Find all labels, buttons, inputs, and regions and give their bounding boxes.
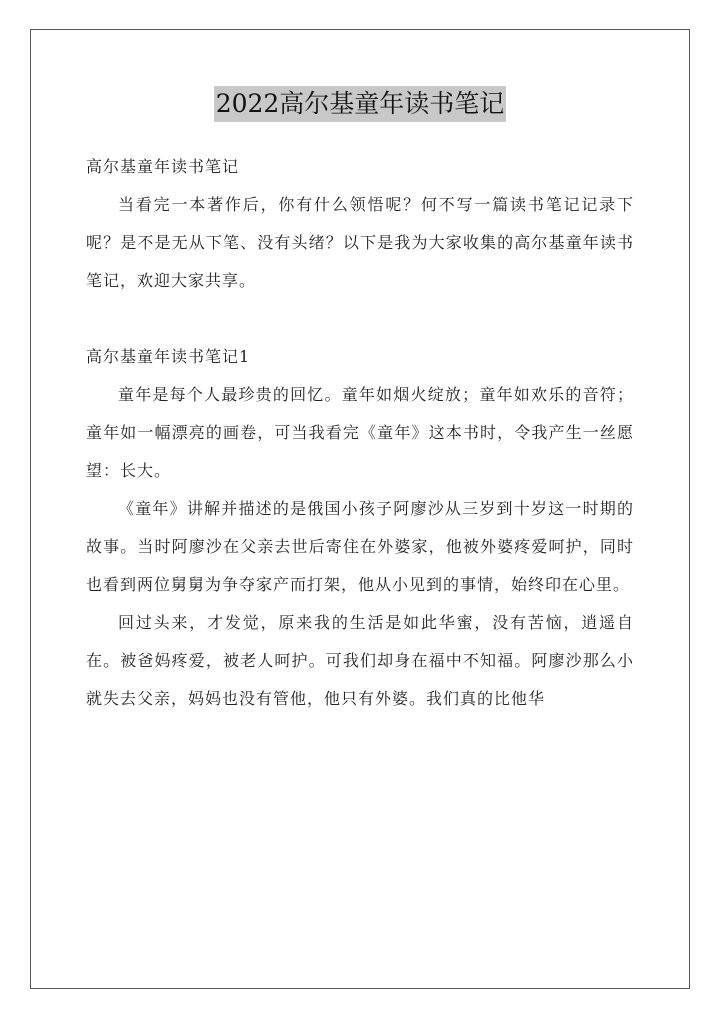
title-container	[0, 86, 720, 122]
intro-paragraph: 当看完一本著作后，你有什么领悟呢？何不写一篇读书笔记记录下呢？是不是无从下笔、没有头绪？以下是我为大家收集的高尔基童年读书笔记，欢迎大家共享。	[86, 195, 634, 290]
section-heading: 高尔基童年读书笔记1	[86, 347, 251, 366]
body-paragraph-3: 回过头来，才发觉，原来我的生活是如此华蜜，没有苦恼，逍遥自在。被爸妈疼爱，被老人呵护。可我们却身在福中不知福。阿廖沙那么小就失去父亲，妈妈也没有管他，他只有外婆。我们真的比他华	[86, 613, 634, 708]
document-subtitle: 高尔基童年读书笔记	[86, 157, 240, 176]
body-paragraph-2: 《童年》讲解并描述的是俄国小孩子阿廖沙从三岁到十岁这一时期的故事。当时阿廖沙在父亲去世后寄住在外婆家，他被外婆疼爱呵护，同时也看到两位舅舅为争夺家产而打架，他从小见到的事情，始终印在心里。	[86, 499, 634, 594]
document-title: 2022高尔基童年读书笔记	[214, 86, 507, 122]
body-paragraph-1: 童年是每个人最珍贵的回忆。童年如烟火绽放；童年如欢乐的音符；童年如一幅漂亮的画卷，可当我看完《童年》这本书时，令我产生一丝愿望：长大。	[86, 385, 634, 480]
document-body	[86, 148, 634, 718]
section-spacer	[86, 300, 634, 338]
